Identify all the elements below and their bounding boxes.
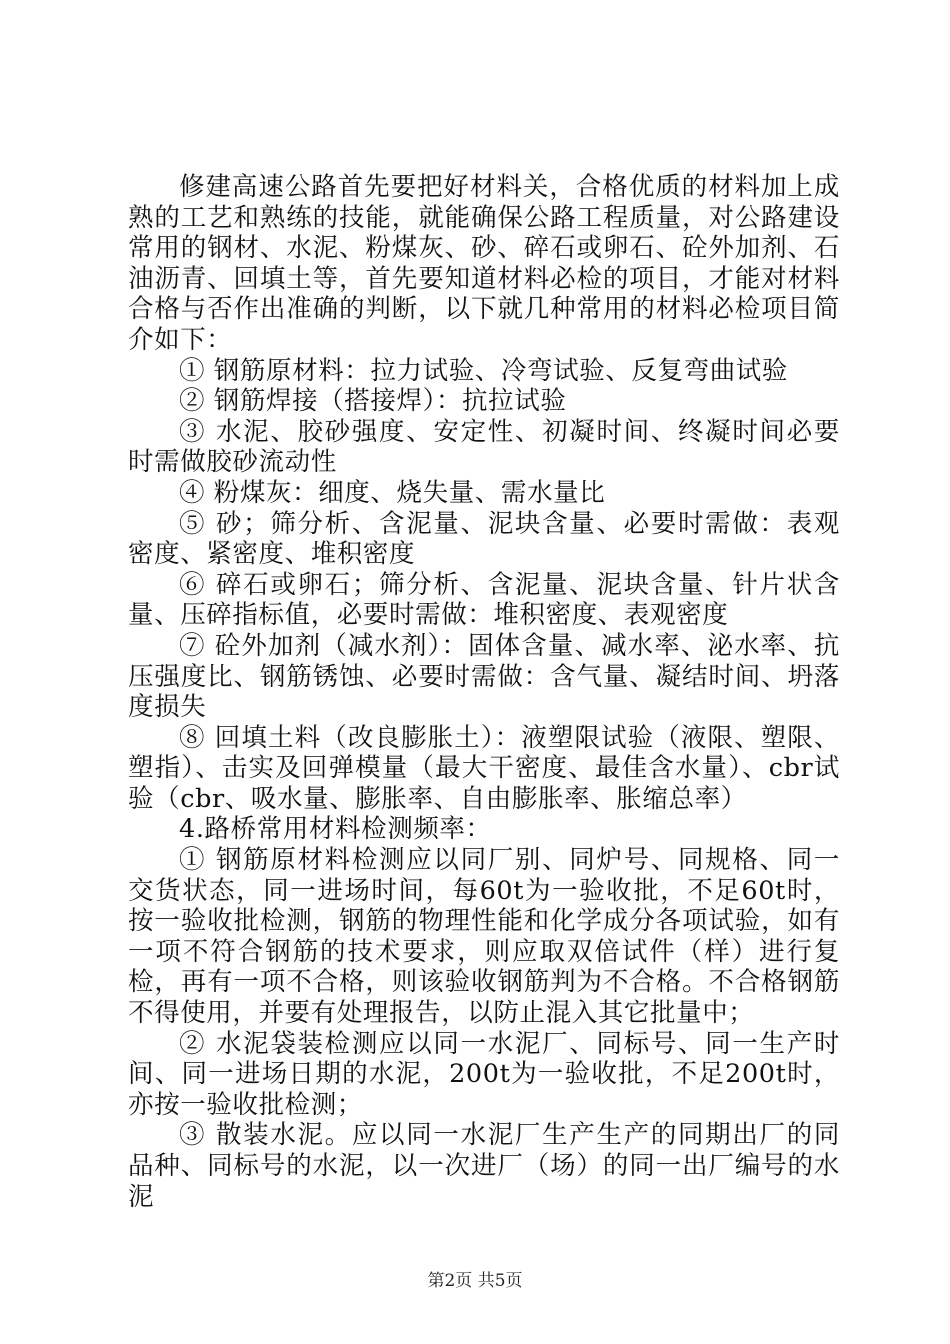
list-item: ③ 散装水泥。应以同一水泥厂生产生产的同期出厂的同品种、同标号的水泥，以一次进厂（场）的同一出厂编号的水泥 [128,1120,840,1212]
list-item: ③ 水泥、胶砂强度、安定性、初凝时间、终凝时间必要时需做胶砂流动性 [128,416,840,478]
document-body [128,172,840,1212]
list-item: ⑥ 碎石或卵石；筛分析、含泥量、泥块含量、针片状含量、压碎指标值，必要时需做：堆积密度、表观密度 [128,569,840,631]
list-item: ② 钢筋焊接（搭接焊）：抗拉试验 [179,386,567,417]
list-item: ⑤ 砂；筛分析、含泥量、泥块含量、必要时需做：表观密度、紧密度、堆积密度 [128,508,840,570]
list-item: ⑦ 砼外加剂（减水剂）：固体含量、减水率、泌水率、抗压强度比、钢筋锈蚀、必要时需做：含气量、凝结时间、坍落度损失 [128,630,840,723]
list-item: ④ 粉煤灰：细度、烧失量、需水量比 [179,477,606,508]
list-item: ① 钢筋原材料检测应以同厂别、同炉号、同规格、同一交货状态，同一进场时间，每60t为一验收批，不足60t时，按一验收批检测，钢筋的物理性能和化学成分各项试验，如有一项不符合钢筋的技术要求，则应取双倍试件（样）进行复检，再有一项不合格，则该验收钢筋判为不合格。不合格钢筋不得使用，并要有处理报告，以防止混入其它批量中； [128,845,840,1029]
intro-paragraph: 修建高速公路首先要把好材料关，合格优质的材料加上成熟的工艺和熟练的技能，就能确保公路工程质量，对公路建设常用的钢材、水泥、粉煤灰、砂、碎石或卵石、砼外加剂、石油沥青、回填土等，首先要知道材料必检的项目，才能对材料合格与否作出准确的判断，以下就几种常用的材料必检项目简介如下： [128,172,840,355]
section-heading: 4.路桥常用材料检测频率： [179,814,492,845]
list-item: ② 水泥袋装检测应以同一水泥厂、同标号、同一生产时间、同一进场日期的水泥，200t为一验收批，不足200t时，亦按一验收批检测； [128,1028,840,1120]
page-number-footer: 第2页 共5页 [427,1271,523,1291]
list-item: ⑧ 回填土料（改良膨胀土）：液塑限试验（液限、塑限、塑指）、击实及回弹模量（最大干密度、最佳含水量）、cbr试验（cbr、吸水量、膨胀率、自由膨胀率、胀缩总率） [128,722,840,814]
list-item: ① 钢筋原材料：拉力试验、冷弯试验、反复弯曲试验 [179,355,789,386]
